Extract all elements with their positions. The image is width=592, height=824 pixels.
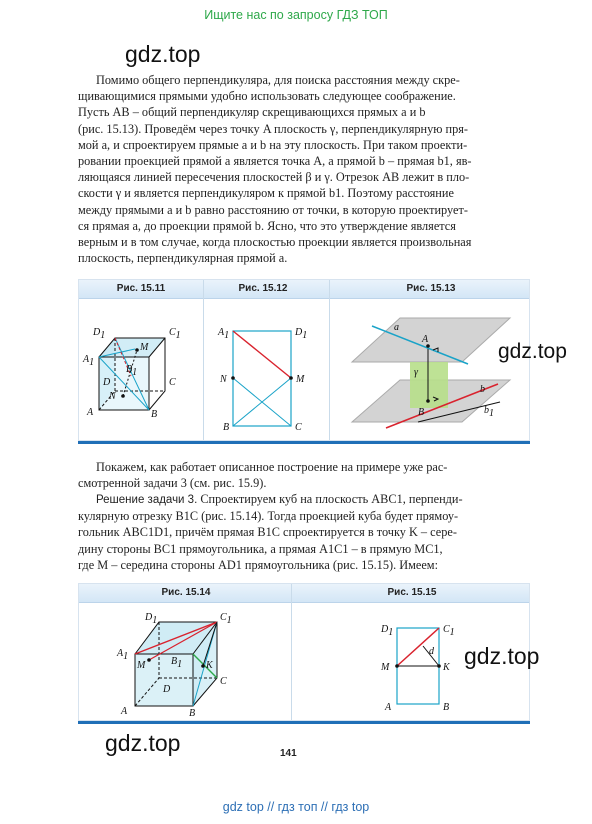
p1-line: ся прямая a, до проекции прямой b. Ясно, что это утверждение является	[78, 218, 456, 233]
label-d1: D1	[145, 612, 158, 626]
label-c1: C1	[169, 327, 181, 341]
label-a-point: A	[422, 334, 429, 345]
figure-title-15-14: Рис. 15.14	[161, 587, 211, 598]
label-m: M	[296, 374, 305, 385]
label-c1: C1	[443, 624, 455, 638]
label-d: D	[163, 684, 171, 695]
p3-line: кулярную отрезку B1C (рис. 15.14). Тогда проекцией куба будет прямоу-	[78, 509, 459, 524]
label-n: N	[220, 374, 227, 385]
label-a1: A1	[117, 648, 129, 662]
watermark-right: gdz.top	[464, 643, 540, 669]
label-b-point: B	[418, 407, 425, 418]
figure-15-11-cube	[79, 300, 203, 440]
p1-line: плоскость, перпендикулярная прямой a.	[78, 251, 288, 266]
figure-title-15-11: Рис. 15.11	[116, 283, 166, 294]
p1-line: (рис. 15.13). Проведём через точку A плоскость γ, перпендикулярную пря-	[78, 121, 468, 136]
p3-line: гольник ABC1D1, причём прямая B1C спроектируется в точку K – сере-	[78, 525, 457, 540]
p3-line: дину стороны BC1 прямоугольника, а прямая A1C1 – в прямую MC1,	[78, 541, 443, 556]
figure-panel-1	[78, 279, 530, 441]
label-c: C	[169, 377, 176, 388]
label-a: A	[121, 706, 128, 717]
label-a: A	[385, 702, 392, 713]
paragraph-2	[78, 459, 530, 491]
label-m: M	[140, 342, 149, 353]
label-b1: B1	[126, 364, 138, 378]
label-c: C	[220, 676, 227, 687]
p2-line: смотренной задачи 3 (см. рис. 15.9).	[78, 476, 267, 491]
label-d-distance: d	[429, 646, 434, 657]
label-a: A	[87, 407, 94, 418]
figure-15-13-planes	[330, 300, 530, 440]
paragraph-3	[78, 491, 530, 573]
figure-title-15-15: Рис. 15.15	[387, 587, 437, 598]
figure-title-15-13: Рис. 15.13	[406, 283, 456, 294]
p1-line: Пусть AB – общий перпендикуляр скрещивающихся прямых a и b	[78, 105, 426, 120]
label-a-line: a	[394, 322, 399, 333]
label-c: C	[295, 422, 302, 433]
label-b: B	[151, 409, 158, 420]
top-banner[interactable]: Ищите нас по запросу ГДЗ ТОП	[204, 8, 388, 22]
p1-line: ляющаяся линией пересечения плоскостей β и γ. Отрезок AB лежит в пло-	[78, 170, 470, 185]
page-number: 141	[280, 748, 297, 759]
label-b: B	[223, 422, 230, 433]
label-d: D	[103, 377, 111, 388]
p3-line: где M – середина стороны AD1 прямоугольника (рис. 15.15). Имеем:	[78, 557, 438, 572]
label-a1: A1	[83, 354, 95, 368]
label-k: K	[206, 660, 213, 671]
solution-label: Решение задачи 3.	[96, 494, 198, 506]
label-d1: D1	[93, 327, 106, 341]
label-d1: D1	[381, 624, 394, 638]
watermark-top: gdz.top	[125, 41, 201, 67]
label-a1: A1	[218, 327, 230, 341]
p1-line: щивающимися прямыми удобно использовать следующее соображение.	[78, 89, 456, 104]
p1-line: Помимо общего перпендикуляра, для поиска расстояния между скре-	[96, 73, 460, 87]
label-n: N	[109, 391, 116, 402]
footer-links[interactable]: gdz top // гдз топ // гдз top	[222, 800, 370, 814]
label-k: K	[443, 662, 450, 673]
label-b1: B1	[171, 656, 183, 670]
figure-15-14-cube	[79, 604, 291, 722]
p1-line: мой a, и спроектируем прямые a и b на эту плоскость. При таком проекти-	[78, 137, 468, 152]
paragraph-1	[78, 72, 530, 266]
p1-line: между прямыми a и b равно расстоянию от точки, в которую проектирует-	[78, 202, 468, 217]
label-m: M	[137, 660, 146, 671]
figure-rule	[78, 441, 530, 444]
p1-line: ровании проекцией прямой a является точка A, а прямой b – прямая b1, яв-	[78, 154, 472, 169]
label-c1: C1	[220, 612, 232, 626]
figure-15-12-rectangle	[203, 300, 329, 440]
p1-line: скости γ и является перпендикуляром к прямой b1. Поэтому расстояние	[78, 186, 454, 201]
label-b: B	[189, 708, 196, 719]
figure-panel-2	[78, 583, 530, 721]
label-b: B	[443, 702, 450, 713]
p1-line: верным и в том случае, когда плоскостью проекции является произвольная	[78, 235, 472, 250]
p3-line-rest: Спроектируем куб на плоскость ABC1, перпенди-	[200, 492, 463, 506]
watermark-bottom: gdz.top	[105, 730, 181, 756]
watermark-mid: gdz.top	[498, 340, 567, 363]
label-b-line: b	[480, 384, 485, 395]
figure-title-15-12: Рис. 15.12	[238, 283, 288, 294]
label-b1: b1	[484, 405, 494, 419]
figure-rule	[78, 721, 530, 724]
p3-line	[78, 491, 530, 508]
label-gamma: γ	[414, 367, 418, 378]
label-m: M	[381, 662, 390, 673]
label-d1: D1	[295, 327, 308, 341]
p2-line: Покажем, как работает описанное построение на примере уже рас-	[96, 460, 448, 474]
